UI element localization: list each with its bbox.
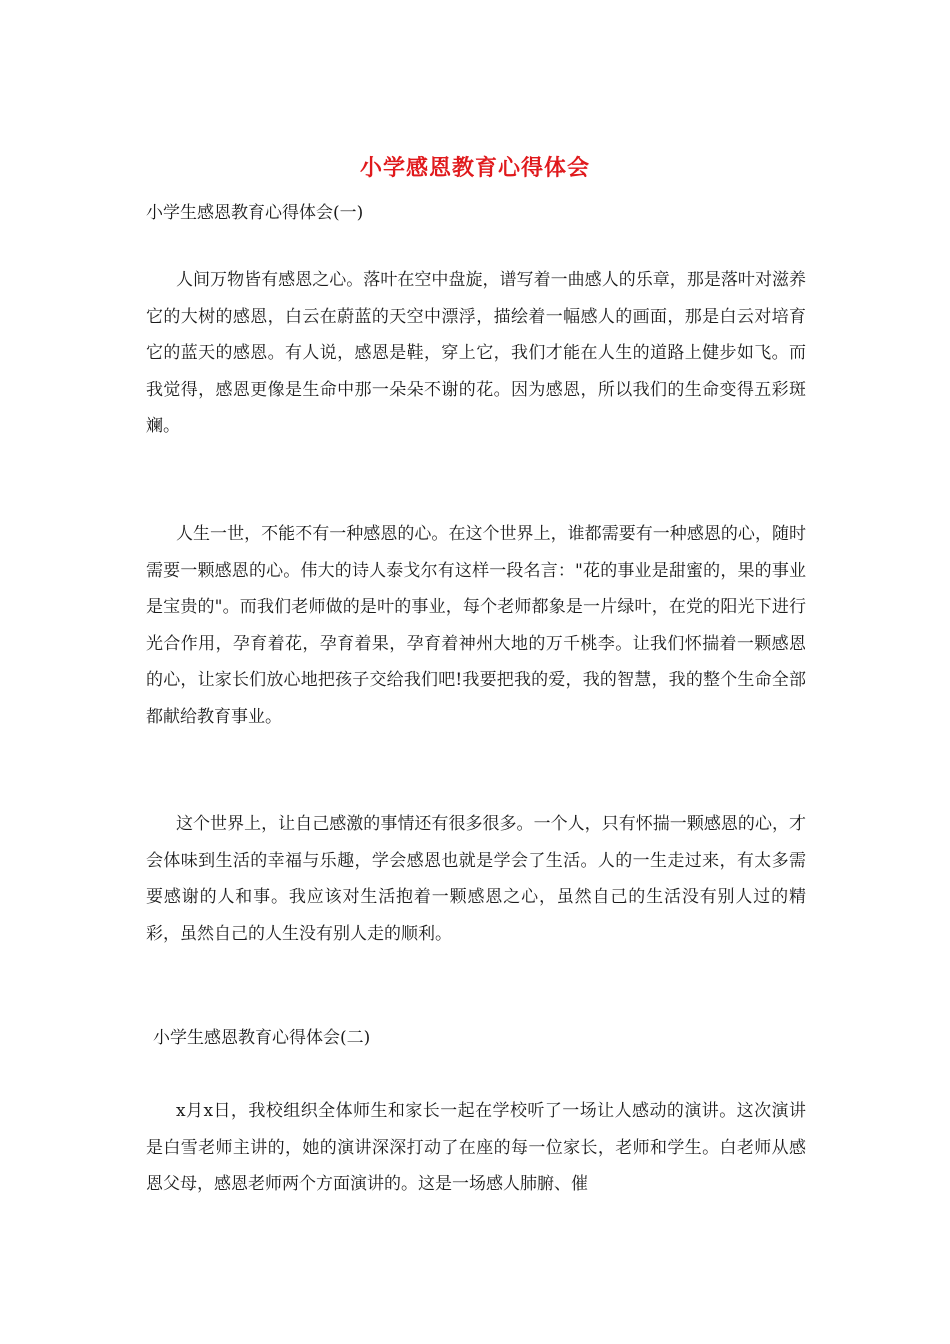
document-title: 小学感恩教育心得体会: [359, 155, 590, 181]
section-heading-2: 小学生感恩教育心得体会(二): [153, 1028, 371, 1048]
paragraph-2: 人生一世，不能不有一种感恩的心。在这个世界上，谁都需要有一种感恩的心，随时需要一颗感恩的心。伟大的诗人泰戈尔有这样一段名言："花的事业是甜蜜的，果的事业是宝贵的"。而我们老师做的是叶的事业，每个老师都象是一片绿叶，在党的阳光下进行光合作用，孕育着花，孕育着果，孕育着神州大地的万千桃李。让我们怀揣着一颗感恩的心，让家长们放心地把孩子交给我们吧!我要把我的爱，我的智慧，我的整个生命全部都献给教育事业。: [146, 524, 806, 727]
paragraph-4: x月x日，我校组织全体师生和家长一起在学校听了一场让人感动的演讲。这次演讲是白雪老师主讲的，她的演讲深深打动了在座的每一位家长，老师和学生。白老师从感恩父母，感恩老师两个方面演讲的。这是一场感人肺腑、催: [146, 1101, 806, 1194]
paragraph-3: 这个世界上，让自己感激的事情还有很多很多。一个人，只有怀揣一颗感恩的心，才会体味到生活的幸福与乐趣，学会感恩也就是学会了生活。人的一生走过来，有太多需要感谢的人和事。我应该对生活抱着一颗感恩之心，虽然自己的生活没有别人过的精彩，虽然自己的人生没有别人走的顺利。: [146, 814, 806, 944]
section-heading-1: 小学生感恩教育心得体会(一): [146, 203, 364, 223]
paragraph-1: 人间万物皆有感恩之心。落叶在空中盘旋，谱写着一曲感人的乐章，那是落叶对滋养它的大树的感恩，白云在蔚蓝的天空中漂浮，描绘着一幅感人的画面，那是白云对培育它的蓝天的感恩。有人说，感恩是鞋，穿上它，我们才能在人生的道路上健步如飞。而我觉得，感恩更像是生命中那一朵朵不谢的花。因为感恩，所以我们的生命变得五彩斑斓。: [146, 270, 806, 436]
